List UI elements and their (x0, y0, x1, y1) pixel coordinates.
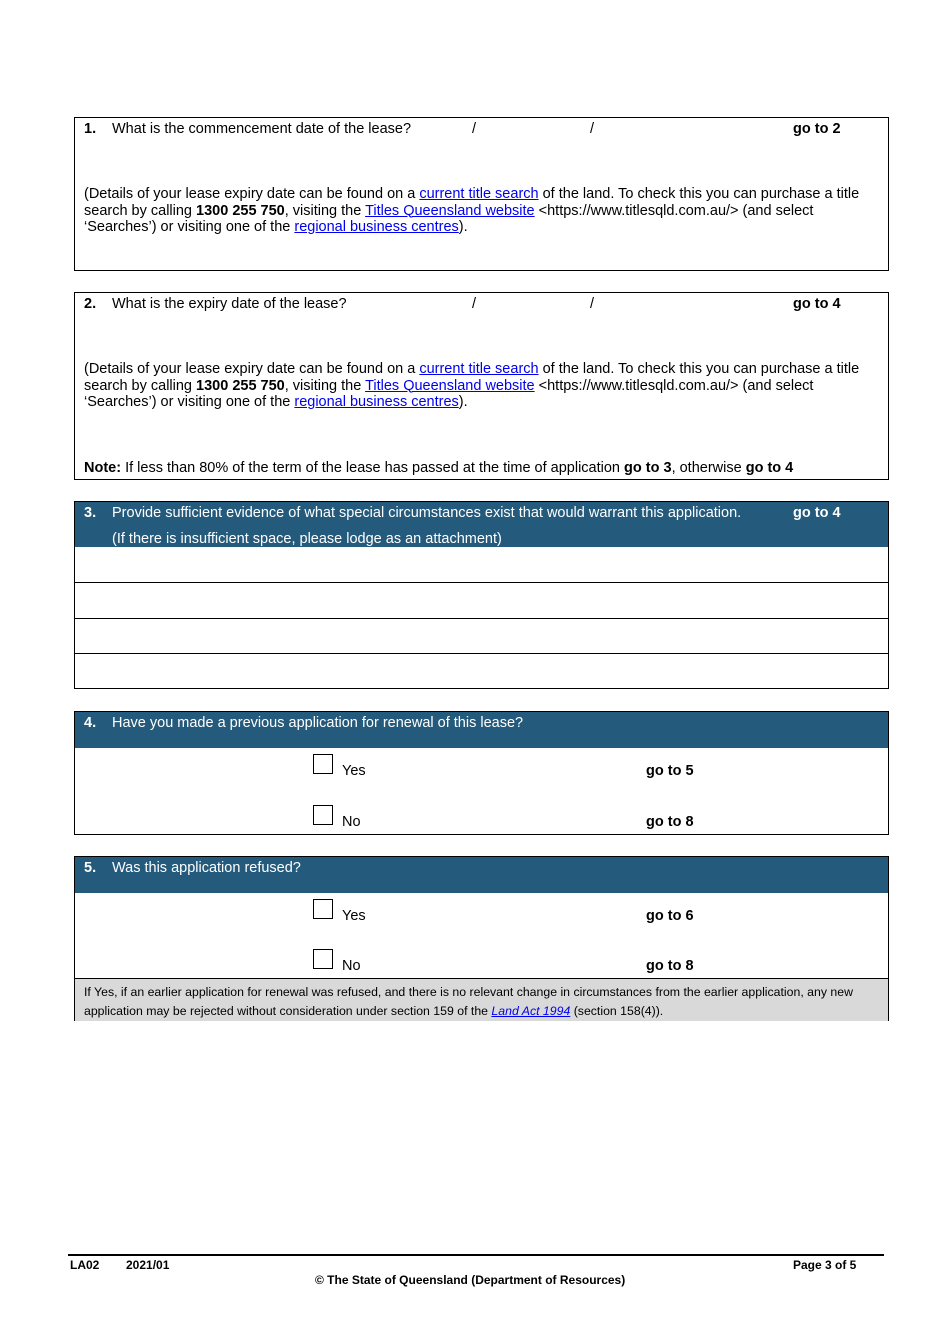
details-text: , visiting the (284, 202, 366, 219)
question-5-box (74, 856, 889, 1021)
titles-queensland-link[interactable]: Titles Queensland website (365, 202, 535, 219)
q2-date-slash-1: / (472, 296, 477, 312)
question-2-text: What is the expiry date of the lease? (112, 296, 347, 312)
details-text: (Details of your lease expiry date can be found on a (84, 186, 420, 202)
note-text: (section 158(4)). (570, 1004, 664, 1018)
question-2-box (74, 292, 889, 480)
note-text: If Yes, if an earlier application for renewal was refused, and there is no relevant change in circumstances from the earlier application, any new application may be rejected without consideration under section 159 of the (84, 985, 853, 1018)
q4-yes-checkbox[interactable] (313, 754, 333, 774)
q4-no-goto: go to 8 (646, 814, 694, 830)
details-text: of the land. To check this you can purchase a title search by calling (84, 361, 860, 394)
note-goto-4: go to 4 (745, 460, 794, 476)
question-1-number: 1. (84, 121, 97, 137)
details-text: of the land. To check this you can purchase a title search by calling (84, 186, 860, 219)
question-4-box (74, 711, 889, 835)
details-text: ). (458, 394, 468, 410)
answer-line-4[interactable] (75, 654, 888, 689)
question-3-goto: go to 4 (793, 505, 841, 521)
phone-number: 1300 255 750 (196, 202, 285, 219)
q2-date-slash-2: / (590, 296, 595, 312)
question-3-header (75, 502, 888, 547)
q5-no-goto: go to 8 (646, 958, 694, 974)
question-2-note (84, 460, 874, 477)
q1-date-input[interactable] (405, 118, 755, 140)
question-1-goto: go to 2 (793, 121, 841, 137)
question-4-text: Have you made a previous application for renewal of this lease? (112, 715, 524, 731)
answer-line-3[interactable] (75, 619, 888, 654)
question-5-text: Was this application refused? (112, 860, 301, 876)
current-title-search-link[interactable]: current title search (419, 361, 539, 377)
answer-line-2[interactable] (75, 583, 888, 618)
q4-no-label: No (342, 814, 361, 830)
question-1-text: What is the commencement date of the lease? (112, 121, 412, 137)
question-3-subtext: (If there is insufficient space, please lodge as an attachment) (112, 531, 502, 547)
details-text: <https://www.titlesqld.com.au/> (and select ‘Searches’) or visiting one of the (84, 377, 814, 410)
regional-business-centres-link[interactable]: regional business centres (294, 394, 459, 410)
footer-page-number: Page 3 of 5 (793, 1258, 857, 1272)
q1-date-slash-1: / (472, 121, 477, 137)
q5-yes-goto: go to 6 (646, 908, 694, 924)
details-text: , visiting the (284, 377, 366, 394)
note-label: Note: (84, 460, 122, 476)
q5-yes-checkbox[interactable] (313, 899, 333, 919)
titles-queensland-link[interactable]: Titles Queensland website (365, 377, 535, 394)
current-title-search-link[interactable]: current title search (419, 186, 539, 202)
footer-form-code: LA02 (70, 1258, 100, 1272)
q2-date-input[interactable] (405, 293, 755, 315)
q5-refusal-note (75, 978, 888, 1021)
q4-yes-goto: go to 5 (646, 763, 694, 779)
regional-business-centres-link[interactable]: regional business centres (294, 219, 459, 235)
note-text: , otherwise (671, 460, 746, 476)
q1-date-slash-2: / (590, 121, 595, 137)
question-3-text: Provide sufficient evidence of what special circumstances exist that would warrant this application. (112, 505, 742, 521)
details-text: (Details of your lease expiry date can be found on a (84, 361, 420, 377)
question-3-box (74, 501, 889, 689)
note-goto-3: go to 3 (624, 460, 672, 476)
question-4-header (75, 712, 888, 748)
question-4-number: 4. (84, 715, 97, 731)
q5-no-label: No (342, 958, 361, 974)
land-act-1994-link[interactable]: Land Act 1994 (491, 1004, 571, 1018)
question-5-number: 5. (84, 860, 97, 876)
question-1-details (84, 186, 874, 236)
q4-yes-label: Yes (342, 763, 366, 779)
details-text: ). (458, 219, 468, 235)
question-5-header (75, 857, 888, 893)
question-1-box (74, 117, 889, 271)
question-2-goto: go to 4 (793, 296, 841, 312)
q5-no-checkbox[interactable] (313, 949, 333, 969)
details-text: <https://www.titlesqld.com.au/> (and select ‘Searches’) or visiting one of the (84, 202, 814, 235)
question-2-number: 2. (84, 296, 97, 312)
footer-version: 2021/01 (126, 1258, 170, 1272)
phone-number: 1300 255 750 (196, 377, 285, 394)
answer-line-1[interactable] (75, 547, 888, 582)
question-2-details (84, 361, 874, 411)
footer-copyright: © The State of Queensland (Department of Resources) (315, 1273, 626, 1287)
note-text: If less than 80% of the term of the lease has passed at the time of application (121, 460, 625, 476)
question-3-number: 3. (84, 505, 97, 521)
q4-no-checkbox[interactable] (313, 805, 333, 825)
footer-rule (68, 1254, 884, 1256)
q5-yes-label: Yes (342, 908, 366, 924)
